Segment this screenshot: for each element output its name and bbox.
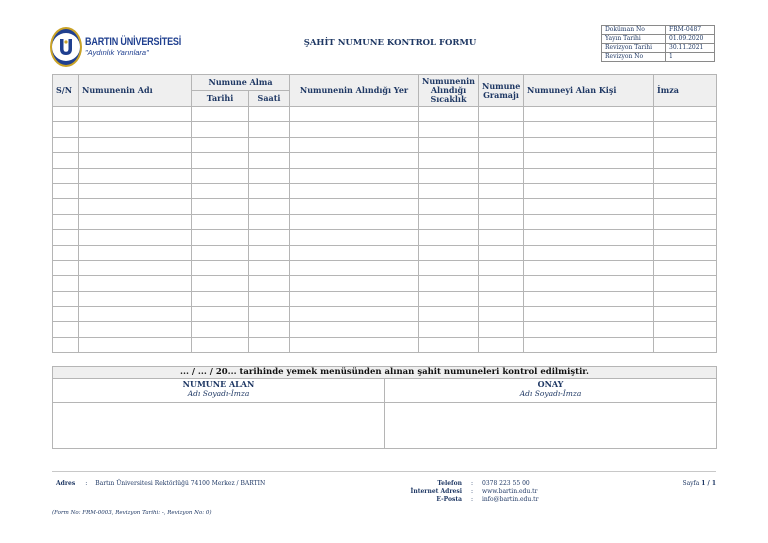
sampling-date-cell[interactable] [192, 245, 249, 260]
sample-name-cell[interactable] [79, 337, 192, 352]
table-row [53, 322, 717, 337]
sample-taker-title: NUMUNE ALAN [182, 379, 255, 389]
sample-name-cell[interactable] [79, 291, 192, 306]
sn-cell[interactable] [53, 122, 79, 137]
sampling-date-cell[interactable] [192, 107, 249, 122]
page-value: 1 / 1 [701, 480, 716, 487]
sample-rows [53, 107, 717, 353]
signature-cell[interactable] [654, 291, 717, 306]
sampling-date-cell[interactable] [192, 122, 249, 137]
sn-cell[interactable] [53, 291, 79, 306]
sampling-date-cell[interactable] [192, 199, 249, 214]
sn-cell[interactable] [53, 137, 79, 152]
sampling-time-cell[interactable] [249, 291, 290, 306]
table-row [53, 337, 717, 352]
address-value: Bartın Üniversitesi Rektörlüğü 74100 Merkez / BARTIN [95, 480, 266, 487]
sample-taker-cell[interactable] [524, 199, 654, 214]
sampling-date-cell[interactable] [192, 183, 249, 198]
table-row [53, 137, 717, 152]
confirmation-table [52, 366, 717, 449]
sample-taker-cell[interactable] [524, 183, 654, 198]
sampling-time-cell[interactable] [249, 322, 290, 337]
sn-cell[interactable] [53, 230, 79, 245]
sample-taker-cell[interactable] [524, 107, 654, 122]
page-label: Sayfa [682, 480, 700, 487]
sample-temperature-cell[interactable] [419, 307, 479, 322]
sampling-time-cell[interactable] [249, 307, 290, 322]
sample-name-cell[interactable] [79, 276, 192, 291]
signature-cell[interactable] [654, 183, 717, 198]
sampling-time-cell[interactable] [249, 137, 290, 152]
table-row [53, 214, 717, 229]
sn-cell[interactable] [53, 153, 79, 168]
sample-control-table [52, 74, 717, 353]
page-number [666, 480, 716, 488]
sample-taker-cell[interactable] [524, 168, 654, 183]
sample-temperature-cell[interactable] [419, 337, 479, 352]
table-row [53, 122, 717, 137]
sample-temperature-cell[interactable] [419, 322, 479, 337]
sample-name-cell[interactable] [79, 153, 192, 168]
header-sampling: Numune Alma [192, 75, 290, 91]
sample-name-cell[interactable] [79, 122, 192, 137]
sample-place-cell[interactable] [290, 137, 419, 152]
sample-place-cell[interactable] [290, 214, 419, 229]
doc-info-label: Revizyon No [602, 53, 666, 62]
approval-block [385, 379, 717, 403]
sample-taker-cell[interactable] [524, 122, 654, 137]
table-row [53, 291, 717, 306]
header-sample-temperature: Numunenin Alındığı Sıcaklık [419, 75, 479, 107]
sample-taker-cell[interactable] [524, 153, 654, 168]
email-label: E-Posta [436, 496, 462, 503]
sample-temperature-cell[interactable] [419, 183, 479, 198]
signature-cell[interactable] [654, 307, 717, 322]
sample-temperature-cell[interactable] [419, 199, 479, 214]
sample-name-cell[interactable] [79, 245, 192, 260]
document-info-table [601, 25, 715, 62]
sample-place-cell[interactable] [290, 307, 419, 322]
confirmation-statement: ... / ... / 20... tarihinde yemek menüsünden alınan şahit numuneleri kontrol edilmiştir. [53, 367, 717, 379]
sampling-time-cell[interactable] [249, 122, 290, 137]
sn-cell[interactable] [53, 260, 79, 275]
sample-weight-cell[interactable] [479, 122, 524, 137]
table-row [53, 245, 717, 260]
sample-name-cell[interactable] [79, 260, 192, 275]
table-row [53, 307, 717, 322]
sampling-time-cell[interactable] [249, 214, 290, 229]
sample-place-cell[interactable] [290, 322, 419, 337]
sample-taker-block [53, 379, 385, 403]
sample-weight-cell[interactable] [479, 307, 524, 322]
university-seal-icon [50, 27, 82, 67]
sn-cell[interactable] [53, 199, 79, 214]
sample-taker-cell[interactable] [524, 137, 654, 152]
sampling-time-cell[interactable] [249, 107, 290, 122]
doc-info-row [602, 35, 715, 44]
sampling-time-cell[interactable] [249, 276, 290, 291]
approval-subtitle: Adı Soyadı-İmza [519, 389, 582, 398]
header-sample-taker: Numuneyi Alan Kişi [524, 75, 654, 107]
sample-name-cell[interactable] [79, 307, 192, 322]
sample-name-cell[interactable] [79, 107, 192, 122]
sample-temperature-cell[interactable] [419, 137, 479, 152]
doc-info-row [602, 44, 715, 53]
doc-info-value: 30.11.2021 [666, 44, 715, 53]
sampling-time-cell[interactable] [249, 260, 290, 275]
approval-signature-field[interactable] [385, 403, 717, 449]
sn-cell[interactable] [53, 322, 79, 337]
sample-place-cell[interactable] [290, 107, 419, 122]
sample-taker-subtitle: Adı Soyadı-İmza [187, 389, 250, 398]
table-row [53, 183, 717, 198]
phone-value: 0378 223 55 00 [482, 480, 530, 487]
sn-cell[interactable] [53, 245, 79, 260]
header-sample-place: Numunenin Alındığı Yer [290, 75, 419, 107]
sample-weight-cell[interactable] [479, 199, 524, 214]
sample-place-cell[interactable] [290, 245, 419, 260]
sample-temperature-cell[interactable] [419, 168, 479, 183]
signature-cell[interactable] [654, 214, 717, 229]
sn-cell[interactable] [53, 307, 79, 322]
doc-info-row [602, 53, 715, 62]
signature-cell[interactable] [654, 168, 717, 183]
sample-temperature-cell[interactable] [419, 276, 479, 291]
header-sample-weight: Numune Gramajı [479, 75, 524, 107]
signature-cell[interactable] [654, 199, 717, 214]
sample-weight-cell[interactable] [479, 245, 524, 260]
sampling-date-cell[interactable] [192, 291, 249, 306]
university-logo [50, 26, 180, 68]
sn-cell[interactable] [53, 276, 79, 291]
header-sn: S/N [53, 75, 79, 107]
university-name: BARTIN ÜNİVERSİTESİ [85, 36, 182, 48]
signature-cell[interactable] [654, 137, 717, 152]
sample-temperature-cell[interactable] [419, 260, 479, 275]
sampling-date-cell[interactable] [192, 153, 249, 168]
sample-name-cell[interactable] [79, 168, 192, 183]
table-row [53, 230, 717, 245]
header-sample-name: Numunenin Adı [79, 75, 192, 107]
sampling-date-cell[interactable] [192, 322, 249, 337]
signature-cell[interactable] [654, 276, 717, 291]
sample-temperature-cell[interactable] [419, 214, 479, 229]
header-signature: İmza [654, 75, 717, 107]
signature-cell[interactable] [654, 230, 717, 245]
sampling-date-cell[interactable] [192, 276, 249, 291]
doc-info-row [602, 26, 715, 35]
sampling-date-cell[interactable] [192, 168, 249, 183]
sample-temperature-cell[interactable] [419, 291, 479, 306]
sample-weight-cell[interactable] [479, 153, 524, 168]
sample-place-cell[interactable] [290, 199, 419, 214]
web-link[interactable]: www.bartin.edu.tr [482, 488, 538, 495]
signature-cell[interactable] [654, 107, 717, 122]
sample-weight-cell[interactable] [479, 337, 524, 352]
sample-taker-cell[interactable] [524, 322, 654, 337]
sampling-time-cell[interactable] [249, 230, 290, 245]
form-title: ŞAHİT NUMUNE KONTROL FORMU [303, 38, 477, 48]
header-sampling-date: Tarihi [192, 91, 249, 107]
sample-place-cell[interactable] [290, 337, 419, 352]
signature-cell[interactable] [654, 337, 717, 352]
university-motto: "Aydınlık Yarınlara" [85, 48, 149, 57]
table-row [53, 276, 717, 291]
sn-cell[interactable] [53, 168, 79, 183]
sample-place-cell[interactable] [290, 168, 419, 183]
sample-weight-cell[interactable] [479, 260, 524, 275]
sample-weight-cell[interactable] [479, 230, 524, 245]
sampling-date-cell[interactable] [192, 137, 249, 152]
sample-weight-cell[interactable] [479, 183, 524, 198]
approval-title: ONAY [537, 379, 564, 389]
sample-taker-cell[interactable] [524, 230, 654, 245]
sample-name-cell[interactable] [79, 214, 192, 229]
doc-info-value: FRM-0487 [666, 26, 715, 35]
sample-weight-cell[interactable] [479, 214, 524, 229]
sn-cell[interactable] [53, 107, 79, 122]
form-number-note: (Form No: FRM-0003, Revizyon Tarihi: -, Revizyon No: 0) [52, 510, 212, 516]
sampling-time-cell[interactable] [249, 245, 290, 260]
signature-cell[interactable] [654, 245, 717, 260]
sample-place-cell[interactable] [290, 276, 419, 291]
sample-temperature-cell[interactable] [419, 153, 479, 168]
doc-info-value: 01.09.2020 [666, 35, 715, 44]
table-row [53, 153, 717, 168]
sample-name-cell[interactable] [79, 199, 192, 214]
header-sampling-time: Saati [249, 91, 290, 107]
signature-cell[interactable] [654, 322, 717, 337]
sample-name-cell[interactable] [79, 230, 192, 245]
sample-taker-cell[interactable] [524, 260, 654, 275]
sampling-time-cell[interactable] [249, 153, 290, 168]
email-link[interactable]: info@bartin.edu.tr [482, 496, 539, 503]
sample-place-cell[interactable] [290, 230, 419, 245]
sample-taker-cell[interactable] [524, 214, 654, 229]
sample-taker-cell[interactable] [524, 307, 654, 322]
doc-info-value: 1 [666, 53, 715, 62]
footer-contact: Telefon : 0378 223 55 00 İnternet Adresi : www.bartin.edu.tr E-Posta : info@bartin.edu.tr [398, 480, 538, 504]
sample-taker-cell[interactable] [524, 276, 654, 291]
sample-temperature-cell[interactable] [419, 230, 479, 245]
sample-place-cell[interactable] [290, 291, 419, 306]
sample-temperature-cell[interactable] [419, 107, 479, 122]
signature-cell[interactable] [654, 153, 717, 168]
sampling-time-cell[interactable] [249, 199, 290, 214]
footer-divider [52, 471, 716, 472]
sample-place-cell[interactable] [290, 260, 419, 275]
sampling-date-cell[interactable] [192, 307, 249, 322]
table-row [53, 199, 717, 214]
sample-temperature-cell[interactable] [419, 122, 479, 137]
sample-weight-cell[interactable] [479, 137, 524, 152]
sample-name-cell[interactable] [79, 183, 192, 198]
sample-place-cell[interactable] [290, 183, 419, 198]
sample-weight-cell[interactable] [479, 276, 524, 291]
signature-cell[interactable] [654, 260, 717, 275]
sample-taker-cell[interactable] [524, 291, 654, 306]
sample-temperature-cell[interactable] [419, 245, 479, 260]
table-row [53, 260, 717, 275]
sample-name-cell[interactable] [79, 322, 192, 337]
doc-info-label: Revizyon Tarihi [602, 44, 666, 53]
sampling-time-cell[interactable] [249, 337, 290, 352]
sample-taker-cell[interactable] [524, 245, 654, 260]
sampling-time-cell[interactable] [249, 183, 290, 198]
sampling-date-cell[interactable] [192, 230, 249, 245]
sample-weight-cell[interactable] [479, 291, 524, 306]
doc-info-label: Doküman No [602, 26, 666, 35]
sn-cell[interactable] [53, 183, 79, 198]
sample-taker-signature-field[interactable] [53, 403, 385, 449]
web-label: İnternet Adresi [410, 488, 462, 495]
sample-name-cell[interactable] [79, 137, 192, 152]
phone-label: Telefon [437, 480, 462, 487]
table-row [53, 168, 717, 183]
sampling-date-cell[interactable] [192, 337, 249, 352]
sample-taker-cell[interactable] [524, 337, 654, 352]
sample-weight-cell[interactable] [479, 107, 524, 122]
sample-weight-cell[interactable] [479, 168, 524, 183]
table-row [53, 107, 717, 122]
sampling-time-cell[interactable] [249, 168, 290, 183]
sample-place-cell[interactable] [290, 153, 419, 168]
doc-info-label: Yayın Tarihi [602, 35, 666, 44]
sampling-date-cell[interactable] [192, 260, 249, 275]
sample-place-cell[interactable] [290, 122, 419, 137]
footer-address: Adres : Bartın Üniversitesi Rektörlüğü 74100 Merkez / BARTIN [56, 480, 266, 487]
address-label: Adres [56, 480, 76, 487]
sampling-date-cell[interactable] [192, 214, 249, 229]
sn-cell[interactable] [53, 337, 79, 352]
sample-weight-cell[interactable] [479, 322, 524, 337]
signature-cell[interactable] [654, 122, 717, 137]
sn-cell[interactable] [53, 214, 79, 229]
